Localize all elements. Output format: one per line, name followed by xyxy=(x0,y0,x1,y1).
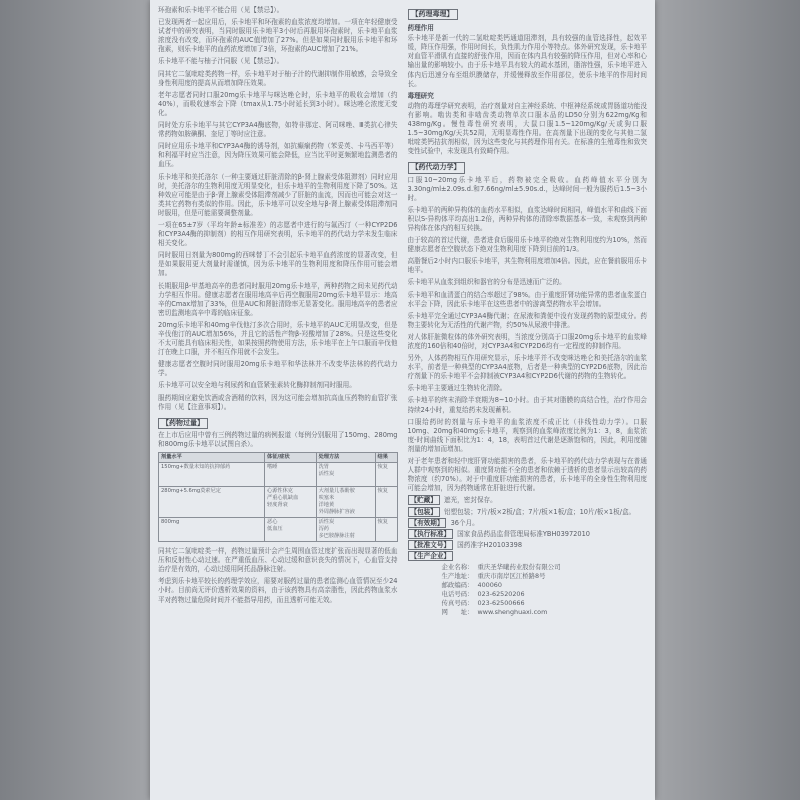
table-row xyxy=(159,518,398,542)
paragraph: 同时服用日剂量为800mg的西咪替丁不会引起乐卡地平血药浓度的显著改变，但是如果服用更大剂量时需谨慎，因为乐卡地平的生物利用度和降压作用可能会增加。 xyxy=(158,251,398,278)
package-value: 铝塑包装；7片/板×2板/盒；7片/板×1板/盒；10片/板×1板/盒。 xyxy=(443,507,636,516)
table-cell: 洗胃 活性炭 xyxy=(316,463,375,487)
manufacturer-row xyxy=(408,563,648,572)
manufacturer-key: 电话号码： xyxy=(441,589,474,598)
standard-label: 【执行标准】 xyxy=(408,529,454,539)
manufacturer-value: 023-62520206 xyxy=(477,589,525,598)
right-column xyxy=(408,6,648,800)
table-cell: 恢复 xyxy=(375,487,397,518)
paragraph: 乐卡地平从血浆到组织和器官的分布是迅速而广泛的。 xyxy=(407,278,566,287)
paragraph: 20mg乐卡地平和40mg辛伐他汀多次合用时，乐卡地平的AUC无明显改变，但是辛伐他汀的AUC增加56%，并且它的活性产物β-羟酸增加了28%。只是这些变化不太可能具有临床相关性，如果按照药物使用方法，乐卡地平在上午口服而辛伐他汀在晚上口服，并不相互作用就不会发生。 xyxy=(158,320,398,357)
table-cell: 800mg xyxy=(159,518,265,542)
manufacturer-key: 传真号码： xyxy=(441,598,474,607)
paragraph: 在上市后应用中曾有三例药物过量的病例报道（每例分别服用了150mg、280mg和800mg乐卡地平以试图自杀）。 xyxy=(158,430,398,448)
subheading-toxicology: 毒理研究 xyxy=(407,91,434,100)
left-column xyxy=(158,6,398,800)
table-row xyxy=(159,463,398,487)
section-heading-pharmacology: 【药理毒理】 xyxy=(408,9,458,20)
manufacturer-key: 生产地址： xyxy=(441,571,474,580)
manufacturer-label: 【生产企业】 xyxy=(408,551,454,561)
paragraph: 乐卡地平的两种异构体的血药水平相似，血浆达峰时间相同，峰值水平和曲线下面积以S-异构体平均高出1.2倍，两种异构体的清除率数据基本一致，未观察到两种异构体在体内的相互转换。 xyxy=(407,205,647,232)
table-header: 结果 xyxy=(375,453,397,463)
table-header: 处理方法 xyxy=(316,453,375,463)
manufacturer-row xyxy=(408,590,648,599)
table-header: 体征/症状 xyxy=(265,453,317,463)
table-cell: 大剂量儿茶酚胺 呋塞米 洋地黄 外周静脉扩容液 xyxy=(316,487,375,518)
table-cell: 活性炭 泻药 多巴胺静脉注射 xyxy=(316,518,375,542)
paragraph: 同时应用乐卡地平和CYP3A4酶的诱导剂，如抗癫痫药物（苯妥英、卡马西平等）和利福平时应当注意，因为降压效果可能会降低，应当比平时更频繁地监测患者的血压。 xyxy=(158,142,398,169)
subheading-pharmacology: 药理作用 xyxy=(407,24,434,33)
package-label: 【包装】 xyxy=(408,507,440,517)
paragraph: 乐卡地平和美托洛尔（一种主要通过肝脏清除的β-肾上腺素受体阻滞剂）同时应用时，美托洛尔的生物利用度无明显变化，但乐卡地平的生物利用度下降了50%。这种效应可能是由于β-肾上腺素受体阻滞剂减少了肝脏的血流，因而也可能会对这一类其它药物有类似的作用。因此，乐卡地平可以安全地与β-肾上腺素受体阻滞剂同时服用，但是可能需要调整剂量。 xyxy=(158,172,398,217)
validity-label: 【有效期】 xyxy=(408,518,447,528)
approval-value: 国药准字H20103398 xyxy=(457,540,523,549)
table-cell: 150mg+数量未知的抗抑郁药 xyxy=(159,463,265,487)
paragraph: 对人体肝脏微粒体的体外研究表明，当浓度分别高于口服20mg乐卡地平的血浆峰浓度的160倍和40倍时，对CYP3A4和CYP2D6均有一定程度的抑制作用。 xyxy=(407,332,647,350)
manufacturer-row xyxy=(408,608,648,617)
overdose-table xyxy=(158,452,398,542)
storage-line xyxy=(408,496,648,505)
paragraph: 口服10~20mg乐卡地平后，药物被完全吸收。血药峰值水平分别为3.30ng/ml±2.09s.d.和7.66ng/ml±5.90s.d.，达峰时间一般为服药后1.5~3小时。 xyxy=(407,175,647,202)
paragraph: 动物的毒理学研究表明，治疗剂量对自主神经系统、中枢神经系统或胃肠道功能没有影响。啮齿类和非啮齿类动物单次口服本品的LD50分别为622mg/Kg和438mg/Kg。慢性毒性研究表明，大鼠口服1.5~120mg/Kg/天或狗口服1.5~30mg/Kg/天共52周，无明显毒性作用。在高剂量下出现的变化与其他二氢吡啶类钙拮抗剂相似，因为这些变化与其药理作用有关。在标准的生殖毒性和致突变性试验中，未发现具有致畸作用。 xyxy=(407,101,647,156)
background-left xyxy=(0,0,150,800)
storage-label: 【贮藏】 xyxy=(408,495,440,505)
paragraph: 乐卡地平完全通过CYP3A4酶代谢；在尿液和粪便中没有发现药物的原型成分。药物主要转化为无活性的代谢产物，约50%从尿液中排泄。 xyxy=(407,311,647,329)
standard-value: 国家食品药品监督管理局标准YBH03972010 xyxy=(457,529,590,538)
manufacturer-line xyxy=(408,552,648,561)
manufacturer-key: 网 址： xyxy=(441,607,474,616)
paragraph: 另外，人体药物相互作用研究显示，乐卡地平并不改变咪达唑仑和美托洛尔的血浆水平，前者是一种典型的CYP3A4底物，后者是一种典型的CYP2D6底物，因此治疗剂量下的乐卡地平不会抑制被CYP3A4和CYP2D6代谢的药物的生物转化。 xyxy=(407,354,647,381)
package-line xyxy=(408,508,648,517)
package-insert-sheet xyxy=(150,0,655,800)
validity-value: 36个月。 xyxy=(450,518,479,527)
paragraph: 同其它二氢吡啶类药物一样，乐卡地平对于柚子汁的代谢抑制作用敏感，会导致全身性利用度的提高从而增加降压效果。 xyxy=(158,69,398,87)
standard-line xyxy=(408,530,648,539)
paragraph: 长期服用β-甲基地高辛的患者同时服用20mg乐卡地平，两种药物之间未见药代动力学相互作用。健康志愿者在服用地高辛后再空腹服用20mg乐卡地平显示：地高辛的Cmax增加了33%，但是AUC和肾脏清除率无显著变化。服用地高辛的患者应密切监测地高辛中毒的临床征象。 xyxy=(158,281,398,317)
paragraph: 乐卡地平和血清蛋白的结合率超过了98%。由于重度肝肾功能异常的患者血浆蛋白水平会下降，因此乐卡地平在这些患者中的游离型药物水平会增加。 xyxy=(407,290,647,308)
manufacturer-row xyxy=(408,581,648,590)
paragraph: 乐卡地平主要通过生物转化清除。 xyxy=(407,384,507,393)
paragraph: 口服给药时的剂量与乐卡地平的血浆浓度不成正比（非线性动力学）。口服10mg、20mg和40mg乐卡地平，观察到的血浆峰浓度比例为1：3，8，血浆浓度-时间曲线下面积比为1：4，18，表明首过代谢是逐渐饱和的，因此，利用度随剂量的增加而增加。 xyxy=(407,417,647,453)
manufacturer-value: 023-62500666 xyxy=(477,598,525,607)
paragraph: 乐卡地平的终末消除半衰期为8~10小时。由于其对脂膜的高结合性，治疗作用会持续24小时，重复给药未发现蓄积。 xyxy=(407,396,647,414)
background-right xyxy=(650,0,800,800)
validity-line xyxy=(408,519,648,528)
table-cell: 嗜睡 xyxy=(265,463,317,487)
manufacturer-key: 邮政编码： xyxy=(441,580,474,589)
table-cell: 280mg+5.6mg莫索尼定 xyxy=(159,487,265,518)
section-heading-pharmacokinetics: 【药代动力学】 xyxy=(408,162,465,173)
paragraph: 环孢素和乐卡地平不能合用（见【禁忌】）。 xyxy=(158,6,284,14)
manufacturer-row xyxy=(408,599,648,608)
table-cell: 恢复 xyxy=(375,463,397,487)
table-row xyxy=(159,487,398,518)
table-header: 剂量水平 xyxy=(159,453,265,463)
paragraph: 健康志愿者空腹时同时服用20mg乐卡地平和华法林并不改变华法林的药代动力学。 xyxy=(158,360,398,378)
table-cell: 恢复 xyxy=(375,518,397,542)
manufacturer-row xyxy=(408,572,648,581)
manufacturer-value: 400060 xyxy=(477,580,502,589)
approval-label: 【批准文号】 xyxy=(408,540,454,550)
paragraph: 对于老年患者和轻中度肝肾功能损害的患者，乐卡地平的药代动力学表现与在普通人群中观察到的相似。重度肾功能不全的患者和依赖于透析的患者显示出较高的药物浓度（约70%）。对于中重度肝功能损害的患者，乐卡地平的全身性生物利用度可能会增加，因为药物通常在肝脏进行代谢。 xyxy=(407,457,647,493)
manufacturer-key: 企业名称： xyxy=(441,562,474,571)
manufacturer-value: 重庆市南岸区江桥路8号 xyxy=(477,571,546,580)
approval-line xyxy=(408,541,648,550)
paragraph: 由于较高的首过代谢，患者进食后服用乐卡地平的绝对生物利用度约为10%，然而健康志愿者在空腹状态下绝对生物利用度下降到目前的1/3。 xyxy=(407,236,647,254)
paragraph: 同时处方乐卡地平与其它CYP3A4酶底物，如特非那定、阿司咪唑、Ⅲ类抗心律失常药物如胺碘酮、奎尼丁等时应注意。 xyxy=(158,121,398,139)
paragraph: 老年志愿者同时口服20mg乐卡地平与咪达唑仑时，乐卡地平的吸收会增加（约40%），而吸收速率会下降（tmax从1.75小时延长到3小时）。咪达唑仑浓度无变化。 xyxy=(158,90,398,117)
manufacturer-value: 重庆圣华曦药业股份有限公司 xyxy=(477,562,561,571)
paragraph: 服药期间应避免饮酒或含酒精的饮料，因为这可能会增加抗高血压药物的血管扩张作用（见【注意事项】）。 xyxy=(158,393,398,411)
table-cell: 心源性休克 严重心肌缺血 轻度肾衰 xyxy=(265,487,317,518)
paragraph: 已发现两者一起应用后，乐卡地平和环孢素的血浆浓度均增加。一项在年轻健康受试者中的研究表明，当同时服用乐卡地平3小时后再服用环孢素时，乐卡地平血浆浓度没有改变，而环孢素的AUC值增加了27%。但是如果同时服用乐卡地平和环孢素，则乐卡地平的血药浓度增加了3倍，环孢素的AUC增加了21%。 xyxy=(158,18,398,54)
paragraph: 考虑到乐卡地平较长的药理学效应，需要对服药过量的患者监测心血管情况至少24小时。目前尚无评价透析效果的资料，由于该药物具有高亲脂性，因此药物血浆水平对药物过量危险时间并不能指导用药，而且透析可能无效。 xyxy=(158,577,398,604)
paragraph: 乐卡地平不能与柚子汁同服（见【禁忌】）。 xyxy=(158,57,284,66)
paragraph: 乐卡地平可以安全地与利尿药和血管紧张素转化酶抑制剂同时服用。 xyxy=(158,381,356,390)
section-heading-overdose: 【药物过量】 xyxy=(158,418,208,429)
paragraph: 高脂餐后2小时内口服乐卡地平，其生物利用度增加4倍。因此，应在餐前服用乐卡地平。 xyxy=(407,257,647,275)
manufacturer-value: www.shenghuaxi.com xyxy=(477,607,548,616)
paragraph: 乐卡地平是新一代的二氢吡啶类钙通道阻滞剂，具有较强的血管选择性，起效平缓，降压作用强，作用时间长，负性肌力作用小等特点。体外研究发现，乐卡地平对血管平滑肌有直接的舒张作用，因而在体内具有较强的降压作用，但对心率和心输出量的影响较小。由于乐卡地平具有较大的疏水基团，脂溶性强，乐卡地平进入体内后迅速分布至组织膜储存，并缓慢释放至作用部位，使乐卡地平的作用时间长。 xyxy=(407,34,647,88)
storage-value: 遮光，密封保存。 xyxy=(443,496,497,505)
paragraph: 一项在65±7岁（平均年龄±标准差）的志愿者中进行的与氟西汀（一种CYP2D6和CYP3A4酶的抑制剂）的相互作用研究表明，乐卡地平的药代动力学未发生临床相关变化。 xyxy=(158,220,398,248)
paragraph: 同其它二氢吡啶类一样，药物过量预计会产生周围血管过度扩张而出现显著的低血压和反射性心动过速。在严重低血压、心动过缓和意识丧失的情况下，心血管支持治疗是有效的，心动过缓用阿托品静脉注射。 xyxy=(158,547,398,574)
table-cell: 恶心 低血压 xyxy=(265,518,317,542)
